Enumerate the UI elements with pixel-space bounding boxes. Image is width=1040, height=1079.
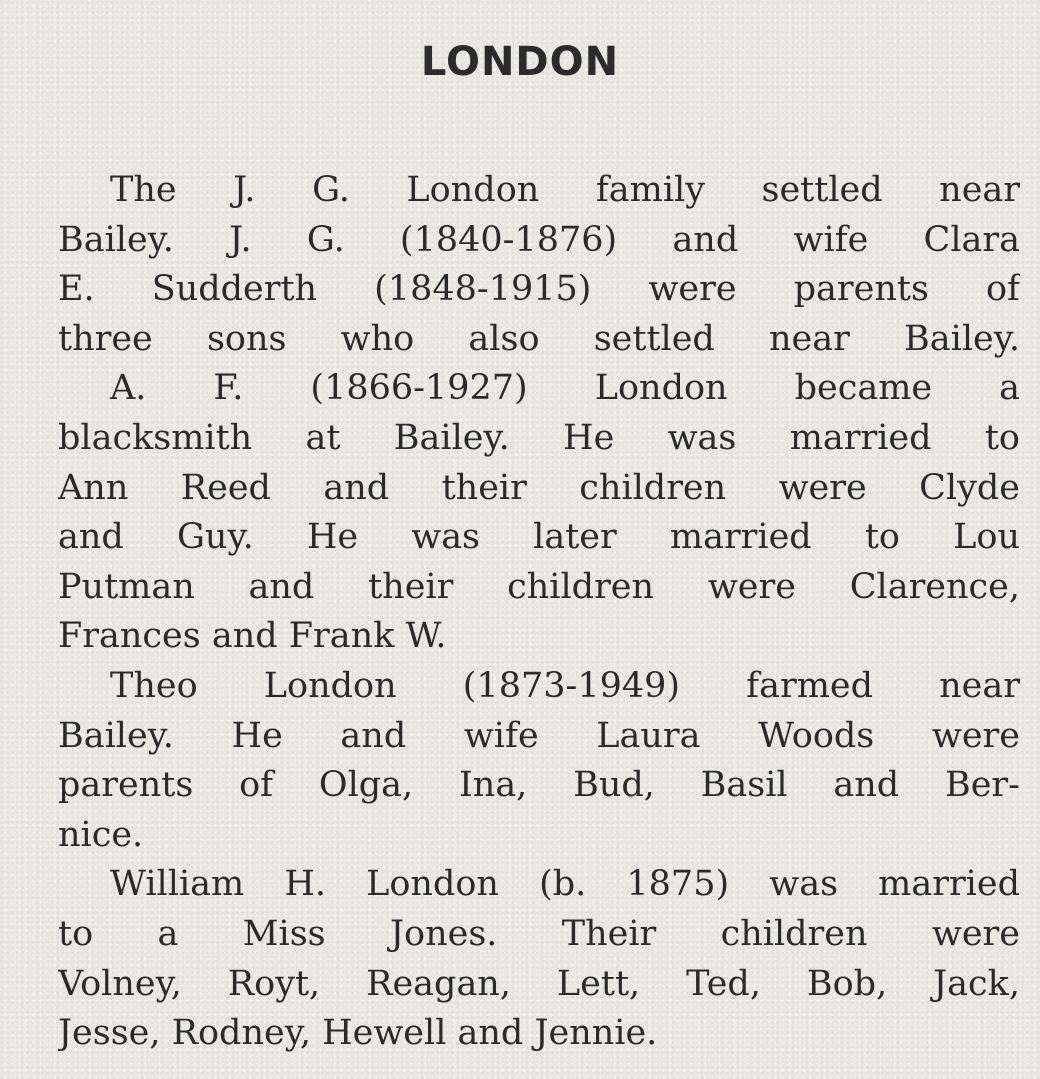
text-line: blacksmith at Bailey. He was married to [58, 417, 1020, 458]
text-line: Bailey. He and wife Laura Woods were [58, 715, 1020, 756]
page-title: LONDON [420, 39, 620, 85]
text-line: Bailey. J. G. (1840-1876) and wife Clara [58, 219, 1020, 260]
paragraph-a-f-london [58, 364, 1020, 662]
text-line: Volney, Royt, Reagan, Lett, Ted, Bob, Jack, [58, 963, 1020, 1004]
text-line: Ann Reed and their children were Clyde [58, 467, 1020, 508]
paragraph-theo-london [58, 662, 1020, 860]
text-line: E. Sudderth (1848-1915) were parents of [58, 269, 1020, 310]
text-line: to a Miss Jones. Their children were [58, 913, 1020, 954]
text-line: Theo London (1873-1949) farmed near [110, 665, 1020, 706]
text-line: three sons who also settled near Bailey. [58, 318, 1020, 359]
paragraph-london-family [58, 166, 1020, 364]
paragraph-william-h-london [58, 860, 1020, 1058]
text-line: and Guy. He was later married to Lou [58, 517, 1020, 558]
article-body [58, 166, 1020, 1059]
text-line: The J. G. London family settled near [110, 170, 1020, 210]
text-line: nice. [58, 814, 144, 855]
text-line: William H. London (b. 1875) was married [110, 864, 1020, 905]
text-line: Frances and Frank W. [58, 616, 447, 657]
text-line: Jesse, Rodney, Hewell and Jennie. [58, 1013, 658, 1054]
text-line: Putman and their children were Clarence, [58, 566, 1020, 607]
text-line: parents of Olga, Ina, Bud, Basil and Ber- [58, 765, 1020, 806]
text-line: A. F. (1866-1927) London became a [110, 368, 1020, 409]
